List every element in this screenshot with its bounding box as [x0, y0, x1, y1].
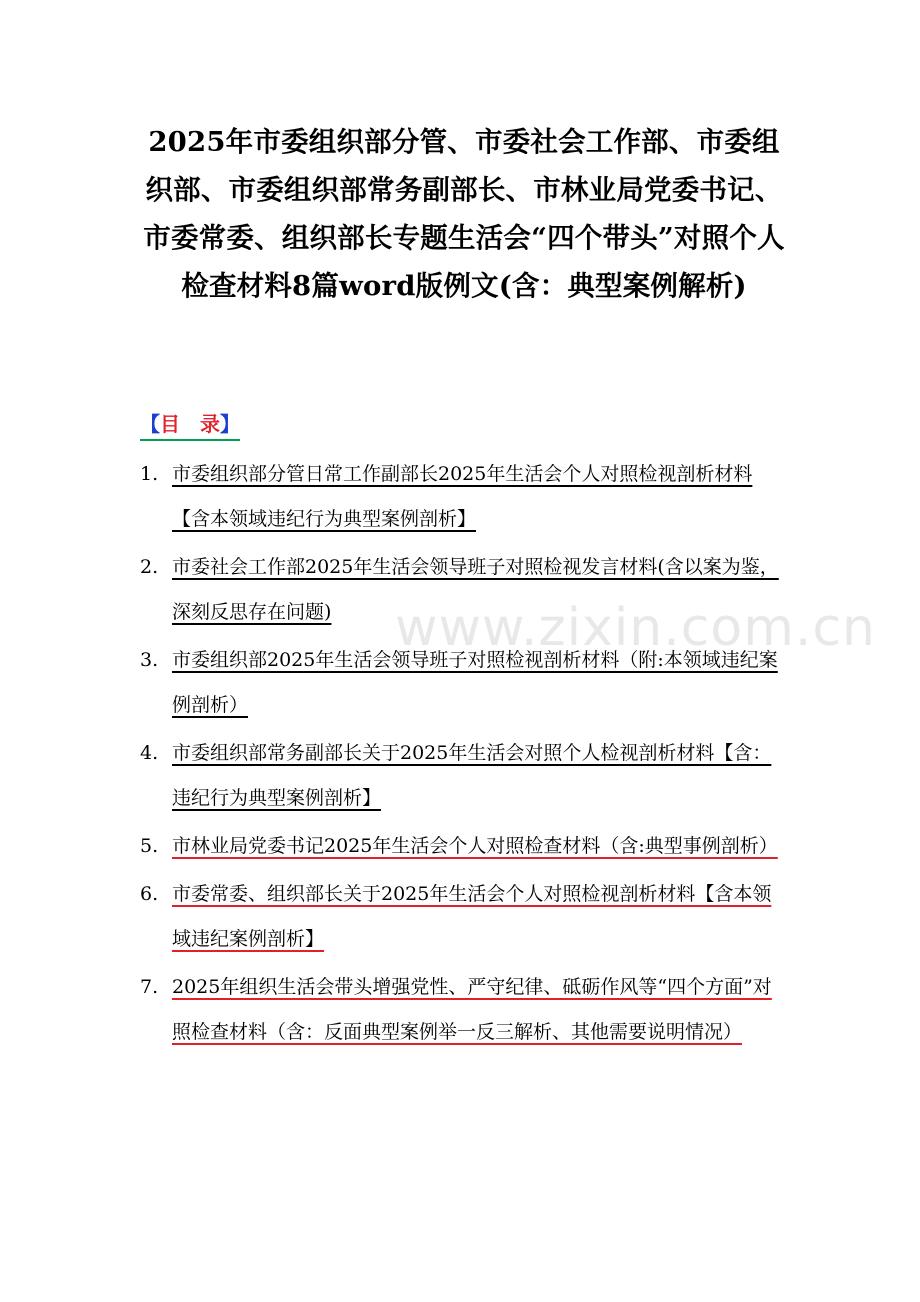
- toc-item-5: [140, 824, 785, 869]
- toc-link-text: 2025年组织生活会带头增强党性、严守纪律、砥砺作风等“四个方面”对照检查材料（含：反面典型案例举一反三解析、其他需要说明情况）: [172, 976, 772, 1043]
- toc-item-1: [140, 452, 785, 542]
- toc-item-number: 4.: [140, 742, 159, 764]
- toc-heading-text: 目 录: [160, 412, 220, 436]
- toc-link-5[interactable]: [172, 824, 785, 869]
- toc-item-number: 3.: [140, 649, 159, 671]
- toc-item-4: [140, 731, 785, 821]
- toc-link-text: 市委社会工作部2025年生活会领导班子对照检视发言材料(含以案为鉴，深刻反思存在问题): [172, 556, 779, 623]
- toc-link-4[interactable]: [172, 731, 785, 821]
- toc-link-text: 市委组织部2025年生活会领导班子对照检视剖析材料（附:本领域违纪案例剖析）: [172, 649, 778, 716]
- toc-link-1[interactable]: [172, 452, 785, 542]
- watermark: www.zixin.com.cn: [395, 598, 876, 658]
- toc-link-6[interactable]: [172, 872, 785, 962]
- toc-link-text: 市林业局党委书记2025年生活会个人对照检查材料（含:典型事例剖析）: [172, 835, 778, 857]
- toc-link-7[interactable]: [172, 965, 785, 1055]
- toc-link-text: 市委组织部分管日常工作副部长2025年生活会个人对照检视剖析材料【含本领域违纪行为典型案例剖析】: [172, 463, 753, 530]
- toc-item-number: 5.: [140, 835, 159, 857]
- toc-heading: [140, 410, 240, 441]
- toc-link-text: 市委组织部常务副部长关于2025年生活会对照个人检视剖析材料【含：违纪行为典型案例剖析】: [172, 742, 772, 809]
- document-title: 2025年市委组织部分管、市委社会工作部、市委组织部、市委组织部常务副部长、市林业局党委书记、市委常委、组织部长专题生活会“四个带头”对照个人检查材料8篇word版例文(含：典型案例解析): [143, 126, 785, 302]
- toc-item-number: 7.: [140, 976, 159, 998]
- toc-item-7: [140, 965, 785, 1055]
- toc-item-number: 2.: [140, 556, 159, 578]
- toc-item-number: 6.: [140, 883, 159, 905]
- toc-item-3: [140, 638, 785, 728]
- toc-item-2: [140, 545, 785, 635]
- toc-link-2[interactable]: [172, 545, 785, 635]
- toc-item-6: [140, 872, 785, 962]
- table-of-contents: [140, 452, 785, 1058]
- toc-link-3[interactable]: [172, 638, 785, 728]
- toc-link-text: 市委常委、组织部长关于2025年生活会个人对照检视剖析材料【含本领域违纪案例剖析】: [172, 883, 772, 950]
- toc-heading-close-bracket: 】: [220, 412, 240, 436]
- toc-item-number: 1.: [140, 463, 159, 485]
- toc-heading-open-bracket: 【: [140, 412, 160, 436]
